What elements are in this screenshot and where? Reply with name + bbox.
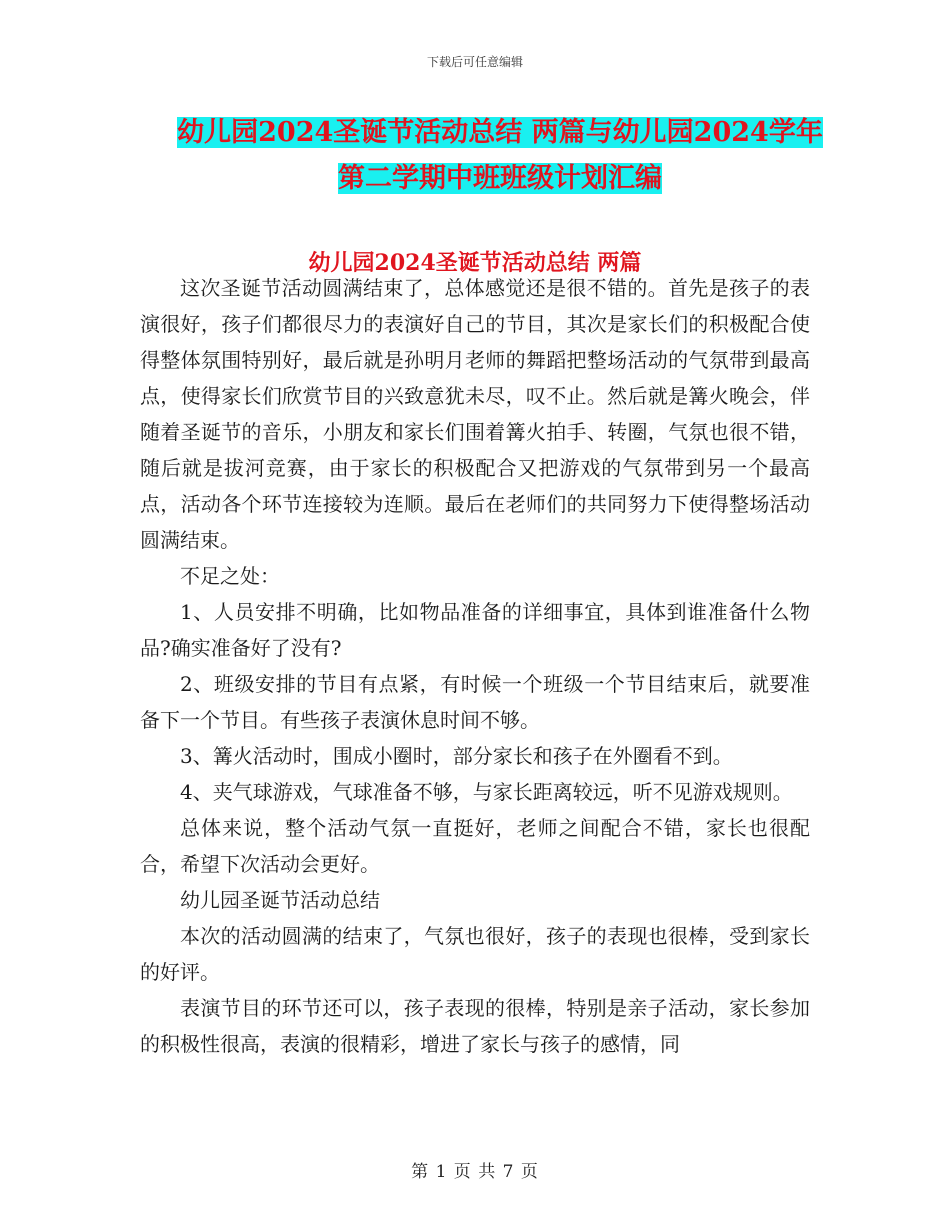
header-note: 下载后可任意编辑 <box>426 55 523 69</box>
paragraph: 总体来说，整个活动气氛一直挺好，老师之间配合不错，家长也很配合，希望下次活动会更好。 <box>140 816 810 876</box>
paragraph: 表演节目的环节还可以，孩子表现的很棒，特别是亲子活动，家长参加的积极性很高，表演的很精彩，增进了家长与孩子的感情，同 <box>140 996 810 1056</box>
paragraph: 1、人员安排不明确，比如物品准备的详细事宜，具体到谁准备什么物品?确实准备好了没有? <box>140 600 810 660</box>
paragraph: 不足之处： <box>180 564 280 588</box>
section-title: 幼儿园2024圣诞节活动总结 两篇 <box>308 250 642 276</box>
paragraph: 本次的活动圆满的结束了，气氛也很好，孩子的表现也很棒，受到家长的好评。 <box>140 924 810 984</box>
paragraph: 这次圣诞节活动圆满结束了，总体感觉还是很不错的。首先是孩子的表演很好，孩子们都很尽力的表演好自己的节目，其次是家长们的积极配合使得整体氛围特别好，最后就是孙明月老师的舞蹈把整场活动的气氛带到最高点，使得家长们欣赏节目的兴致意犹未尽，叹不止。然后就是篝火晚会，伴随着圣诞节的音乐，小朋友和家长们围着篝火拍手、转圈，气氛也很不错，随后就是拔河竞赛，由于家长的积极配合又把游戏的气氛带到另一个最高点，活动各个环节连接较为连顺。最后在老师们的共同努力下使得整场活动圆满结束。 <box>140 276 810 552</box>
page-footer: 第 1 页 共 7 页 <box>411 1162 539 1182</box>
title-line-1: 幼儿园2024圣诞节活动总结 两篇与幼儿园2024学年 <box>177 117 823 148</box>
title-line-2: 第二学期中班班级计划汇编 <box>338 163 662 194</box>
paragraph: 幼儿园圣诞节活动总结 <box>180 888 380 912</box>
paragraph: 4、夹气球游戏，气球准备不够，与家长距离较远，听不见游戏规则。 <box>180 780 793 804</box>
paragraph: 2、班级安排的节目有点紧，有时候一个班级一个节目结束后，就要准备下一个节目。有些孩子表演休息时间不够。 <box>140 672 810 732</box>
body-text <box>140 270 810 1062</box>
paragraph: 3、篝火活动时，围成小圈时，部分家长和孩子在外圈看不到。 <box>180 744 733 768</box>
document-title <box>140 110 860 202</box>
